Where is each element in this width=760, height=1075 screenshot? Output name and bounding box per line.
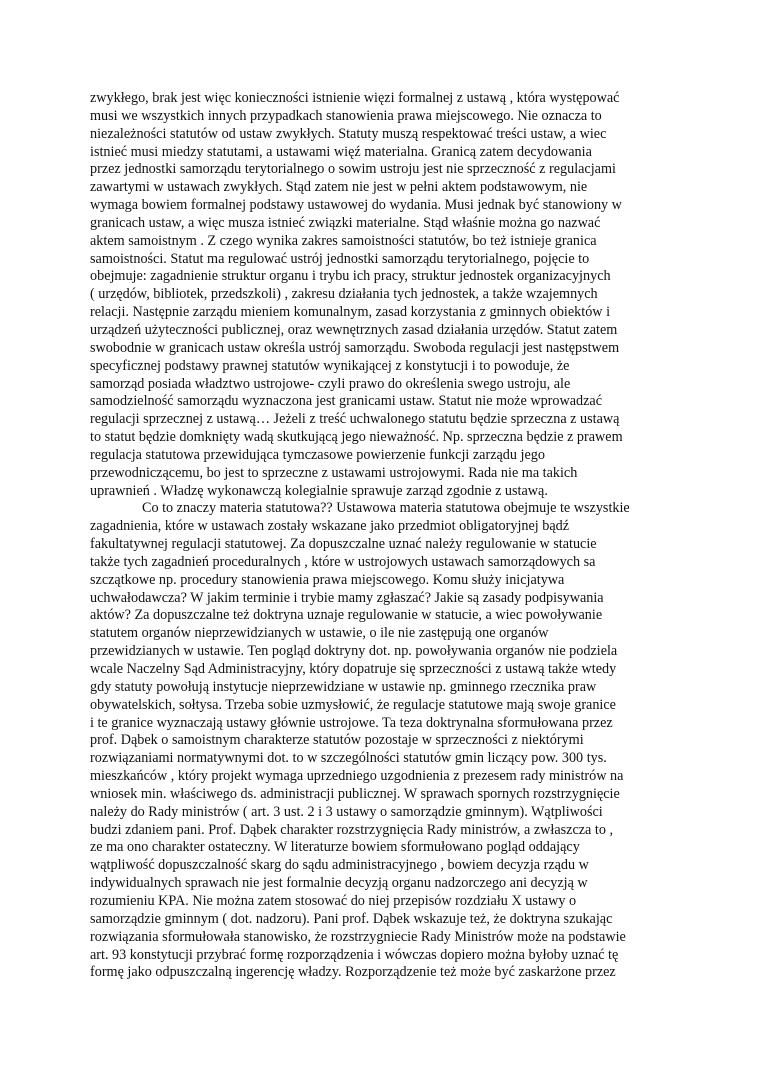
- text-line: rozumieniu KPA. Nie można zatem stosować do niej przepisów rozdziału X ustawy o: [90, 892, 577, 909]
- text-line: statutem organów nieprzewidzianych w ustawie, o ile nie zastępują one organów: [90, 625, 549, 642]
- text-line: rozwiązania sformułowała stanowisko, że rozstrzygniecie Rady Ministrów może na podstawie: [90, 928, 626, 945]
- text-line: szczątkowe np. procedury stanowienia prawa miejscowego. Komu służy inicjatywa: [90, 571, 565, 588]
- text-line: przez jednostki samorządu terytorialnego o sowim ustroju jest nie sprzeczność z regulacjami: [90, 161, 616, 178]
- text-line: art. 93 konstytucji przybrać formę rozporządzenia i wówczas dopiero można byłoby uznać tę: [90, 946, 619, 963]
- text-line: samoistności. Statut ma regulować ustrój jednostki samorządu terytorialnego, pojęcie to: [90, 250, 590, 267]
- text-line: aktów? Za dopuszczalne też doktryna uznaje regulowanie w statucie, a wiec powoływanie: [90, 607, 603, 624]
- text-line: uprawnień . Władzę wykonawczą kolegialnie sprawuje zarząd zgodnie z ustawą.: [90, 482, 548, 499]
- text-line: musi we wszystkich innych przypadkach stanowienia prawa miejscowego. Nie oznacza to: [90, 107, 602, 124]
- text-line: obejmuje: zagadnienie struktur organu i trybu ich pracy, struktur jednostek organizacyjnych: [90, 268, 611, 285]
- text-line: ze ma ono charakter ostateczny. W literaturze bowiem sformułowano pogląd oddający: [90, 839, 580, 856]
- text-line: zagadnienia, które w ustawach zostały wskazane jako przedmiot obligatoryjnej bądź: [90, 518, 570, 535]
- text-line: budzi zdaniem pani. Prof. Dąbek charakter rozstrzygnięcia Rady ministrów, a zwłaszcza to ,: [90, 821, 614, 838]
- text-line: indywidualnych sprawach nie jest formalnie decyzją organu nadzorczego ani decyzją w: [90, 875, 588, 892]
- text-line: relacji. Następnie zarządu mieniem komunalnym, zasad korzystania z gminnych obiektów i: [90, 304, 611, 321]
- text-line: formę jako odpuszczalną ingerencję władzy. Rozporządzenie też może być zaskarżone przez: [90, 964, 616, 981]
- text-line: aktem samoistnym . Z czego wynika zakres samoistności statutów, bo też istnieje granica: [90, 232, 597, 249]
- text-line: samorząd posiada władztwo ustrojowe- czyli prawo do określenia swego ustroju, ale: [90, 375, 571, 392]
- text-line: zwykłego, brak jest więc konieczności istnienie więzi formalnej z ustawą , która występować: [90, 90, 620, 106]
- text-line: regulacja statutowa przewidująca tymczasowe powierzenie funkcji zarządu jego: [90, 446, 545, 463]
- text-line: wątpliwość dopuszczalność skarg do sądu administracyjnego , bowiem decyzja rządu w: [90, 857, 589, 874]
- text-line: ( urzędów, bibliotek, przedszkoli) , zakresu działania tych jednostek, a także wzajemnych: [90, 286, 598, 303]
- text-line: wymaga bowiem formalnej podstawy ustawowej do wydania. Musi jednak być stanowiony w: [90, 197, 622, 214]
- text-line: rozwiązaniami normatywnymi dot. to w szczególności statutów gmin liczący pow. 300 tys.: [90, 750, 607, 767]
- text-line: mieszkańców , który projekt wymaga uprzedniego uzgodnienia z prezesem rady ministrów na: [90, 768, 624, 785]
- text-line: samodzielność samorządu wyznaczona jest granicami ustaw. Statut nie może wprowadzać: [90, 393, 603, 410]
- text-line: swobodnie w granicach ustaw określa ustrój samorządu. Swoboda regulacji jest następstwem: [90, 339, 620, 356]
- text-line: to statut będzie domknięty wadą skutkującą jego nieważność. Np. sprzeczna będzie z prawem: [90, 429, 623, 446]
- text-line: zawartymi w ustawach zwykłych. Stąd zatem nie jest w pełni aktem podstawowym, nie: [90, 179, 588, 196]
- text-line: i te granice wyznaczają ustawy głównie ustrojowe. Ta teza doktrynalna sformułowana przez: [90, 714, 613, 731]
- text-line: granicach ustaw, a więc musza istnieć związki materialne. Stąd właśnie można go nazwać: [90, 214, 601, 231]
- text-line: gdy statuty powołują instytucje nieprzewidziane w ustawie np. gminnego rzecznika praw: [90, 678, 597, 695]
- text-line: regulacji sprzecznej z ustawą… Jeżeli z treść uchwalonego statutu będzie sprzeczna z ustawą: [90, 411, 620, 428]
- paragraph-start-line: Co to znaczy materia statutowa?? Ustawowa materia statutowa obejmuje te wszystkie: [142, 500, 630, 517]
- text-line: specyficznej podstawy prawnej statutów wynikającej z konstytucji i to powoduje, że: [90, 357, 570, 374]
- text-line: samorządzie gminnym ( dot. nadzoru). Pani prof. Dąbek wskazuje też, że doktryna szukając: [90, 910, 613, 927]
- text-line: uchwałodawcza? W jakim terminie i trybie mamy zgłaszać? Jakie są zasady podpisywania: [90, 589, 604, 606]
- text-line: wcale Naczelny Sąd Administracyjny, który dopatruje się sprzeczności z ustawą także wtedy: [90, 661, 617, 677]
- text-line: urządzeń użyteczności publicznej, oraz wewnętrznych zasad działania urzędów. Statut zatem: [90, 321, 618, 338]
- text-line: fakultatywnej regulacji statutowej. Za dopuszczalne uznać należy regulowanie w statucie: [90, 536, 597, 553]
- text-line: przewodniczącemu, bo jest to sprzeczne z ustawami ustrojowymi. Rada nie ma takich: [90, 464, 578, 481]
- body-text: [90, 90, 680, 982]
- text-line: także tych zagadnień proceduralnych , które w ustrojowych ustawach samorządowych sa: [90, 553, 596, 570]
- text-line: istnieć musi miedzy statutami, a ustawami więź materialna. Granicą zatem decydowania: [90, 143, 592, 160]
- text-line: niezależności statutów od ustaw zwykłych. Statuty muszą respektować treści ustaw, a wiec: [90, 125, 607, 142]
- text-line: obywatelskich, sołtysa. Trzeba sobie uzmysłowić, że regulacje statutowe mają swoje granice: [90, 696, 616, 713]
- text-line: prof. Dąbek o samoistnym charakterze statutów pozostaje w sprzeczności z niektórymi: [90, 732, 584, 749]
- text-line: należy do Rady ministrów ( art. 3 ust. 2 i 3 ustawy o samorządzie gminnym). Wątpliwości: [90, 803, 603, 820]
- text-line: wniosek min. właściwego ds. administracji publicznej. W sprawach spornych rozstrzygnięcie: [90, 785, 620, 802]
- text-line: przewidzianych w ustawie. Ten pogląd doktryny dot. np. powoływania organów nie podziela: [90, 643, 618, 660]
